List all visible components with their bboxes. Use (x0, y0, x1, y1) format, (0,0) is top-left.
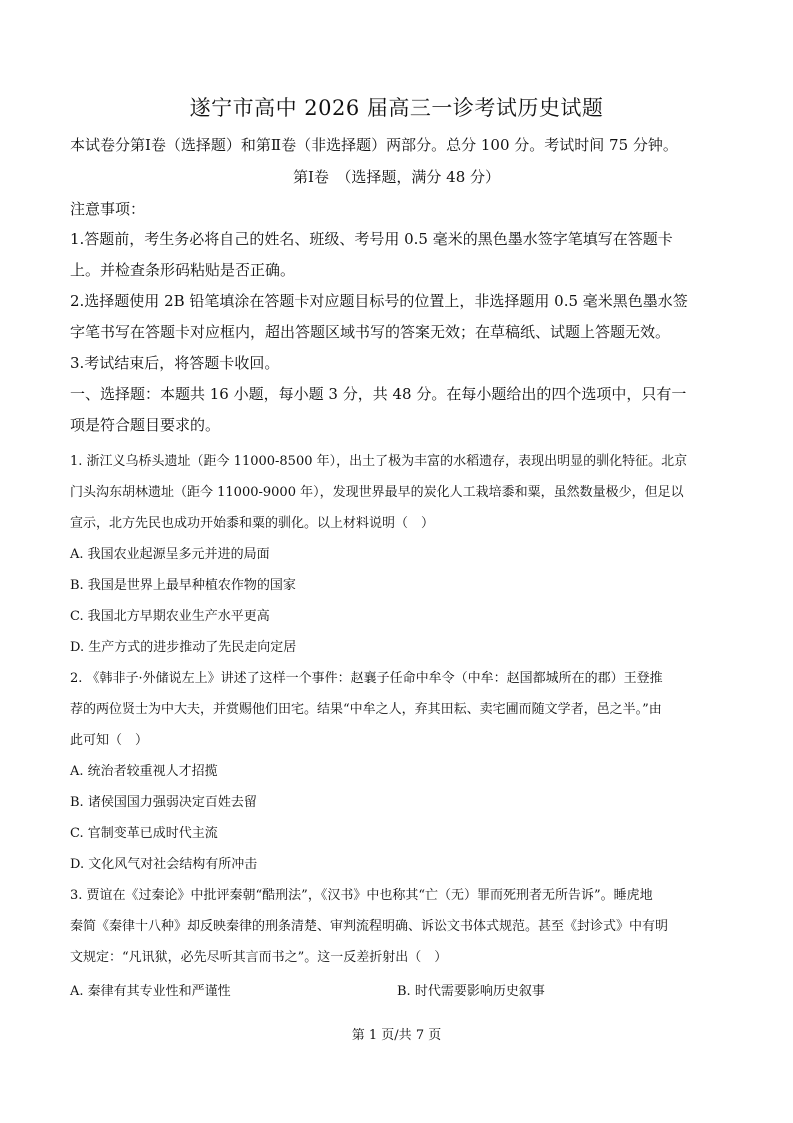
question-2-stem-line: 荐的两位贤士为中大夫，并赏赐他们田宅。结果“中牟之人，弃其田耘、卖宅圃而随文学者，邑之半。”由 (70, 702, 662, 717)
question-3-stem-line: 秦简《秦律十八种》却反映秦律的刑条清楚、审判流程明确、诉讼文书体式规范。甚至《封诊式》中有明 (70, 919, 669, 934)
question-3-option-b: B. 时代需要影响历史叙事 (397, 984, 545, 999)
notice-item: 1.答题前，考生务必将自己的姓名、班级、考号用 0.5 毫米的黑色墨水签字笔填写在答题卡 (70, 230, 673, 248)
question-2-stem-line: 2. 《韩非子·外储说左上》讲述了这样一个事件：赵襄子任命中牟令（中牟：赵国都城所在的郡）王登推 (70, 671, 663, 686)
notice-heading: 注意事项： (70, 200, 146, 218)
question-2-option-b: B. 诸侯国国力强弱决定百姓去留 (70, 795, 257, 810)
question-2-option-c: C. 官制变革已成时代主流 (70, 826, 218, 841)
question-2-stem-line: 此可知（ ） (70, 733, 149, 748)
notice-item: 3.考试结束后，将答题卡收回。 (70, 354, 280, 372)
section-heading: 一、选择题：本题共 16 小题，每小题 3 分，共 48 分。在每小题给出的四个选项中，只有一 (70, 385, 687, 403)
page-title: 遂宁市高中 2026 届高三一诊考试历史试题 (189, 96, 604, 120)
part1-heading: 第Ⅰ卷 （选择题，满分 48 分） (292, 168, 501, 186)
question-3-stem-line: 文规定：“凡讯狱，必先尽听其言而书之”。这一反差折射出（ ） (70, 950, 448, 965)
question-1-stem-line: 门头沟东胡林遗址（距今 11000-9000 年），发现世界最早的炭化人工栽培黍和粟，虽然数量极少，但足以 (70, 485, 684, 500)
exam-intro: 本试卷分第Ⅰ卷（选择题）和第Ⅱ卷（非选择题）两部分。总分 100 分。考试时间 75 分钟。 (70, 136, 678, 154)
notice-item: 上。并检查条形码粘贴是否正确。 (70, 261, 296, 279)
page-footer: 第 1 页/共 7 页 (351, 1028, 442, 1043)
question-1-option-b: B. 我国是世界上最早种植农作物的国家 (70, 578, 296, 593)
notice-item: 2.选择题使用 2B 铅笔填涂在答题卡对应题目标号的位置上，非选择题用 0.5 毫米黑色墨水签 (70, 292, 688, 310)
question-1-option-a: A. 我国农业起源呈多元并进的局面 (70, 547, 270, 562)
question-1-stem-line: 1. 浙江义乌桥头遗址（距今 11000-8500 年），出土了极为丰富的水稻遗存，表现出明显的驯化特征。北京 (70, 454, 688, 469)
question-1-option-c: C. 我国北方早期农业生产水平更高 (70, 609, 270, 624)
question-2-option-d: D. 文化风气对社会结构有所冲击 (70, 857, 258, 872)
question-3-option-a: A. 秦律有其专业性和严谨性 (70, 984, 231, 999)
question-1-stem-line: 宣示，北方先民也成功开始黍和粟的驯化。以上材料说明（ ） (70, 516, 435, 531)
notice-item: 字笔书写在答题卡对应框内，超出答题区域书写的答案无效；在草稿纸、试题上答题无效。 (70, 323, 671, 341)
question-1-option-d: D. 生产方式的进步推动了先民走向定居 (70, 640, 297, 655)
section-heading: 项是符合题目要求的。 (70, 416, 221, 434)
question-3-stem-line: 3. 贾谊在《过秦论》中批评秦朝“酷刑法”，《汉书》中也称其“亡（无）罪而死刑者无所告诉”。睡虎地 (70, 888, 653, 903)
question-2-option-a: A. 统治者较重视人才招揽 (70, 764, 218, 779)
